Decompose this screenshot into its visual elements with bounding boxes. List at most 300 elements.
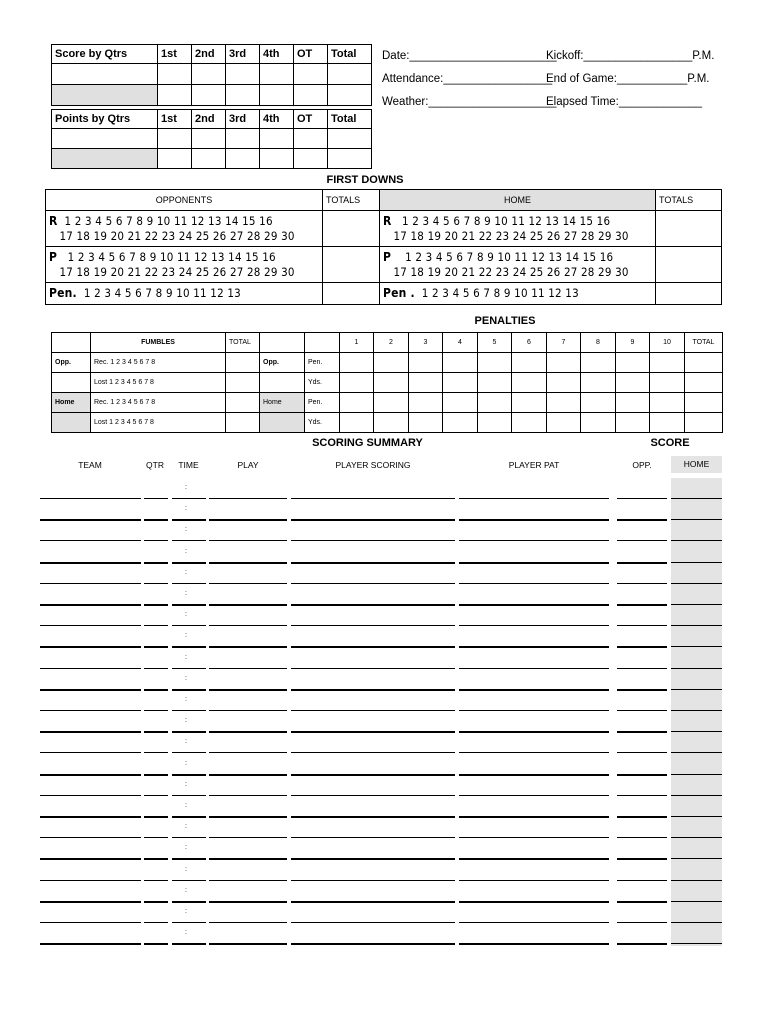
scoring-row-line[interactable] xyxy=(617,943,667,945)
scoring-row-line[interactable] xyxy=(40,922,141,923)
time-colon: : xyxy=(185,569,187,576)
time-colon: : xyxy=(185,675,187,682)
scoring-row-line[interactable] xyxy=(617,689,667,691)
scoring-row-line[interactable] xyxy=(209,604,287,606)
scoring-row-line[interactable] xyxy=(209,795,287,796)
scoring-row-line[interactable] xyxy=(209,880,287,881)
time-colon: : xyxy=(185,908,187,915)
scoring-row-line[interactable] xyxy=(40,498,141,499)
points-by-qtrs-table xyxy=(51,109,372,169)
scoring-row-line[interactable] xyxy=(209,498,287,499)
scoring-row-line[interactable] xyxy=(172,646,206,648)
scoring-row-line[interactable] xyxy=(291,795,455,796)
scoring-row-line[interactable] xyxy=(671,858,722,859)
scoring-row-line[interactable] xyxy=(40,901,141,903)
pen-col-10: 10 xyxy=(650,333,685,353)
scoring-row-line[interactable] xyxy=(459,583,609,584)
scoring-row-line[interactable] xyxy=(291,731,455,733)
scoring-row-line[interactable] xyxy=(144,604,168,606)
scoring-row-line[interactable] xyxy=(172,583,206,584)
time-colon: : xyxy=(185,590,187,597)
time-colon: : xyxy=(185,696,187,703)
col-total: Total xyxy=(328,110,372,129)
scoring-row-line[interactable] xyxy=(172,604,206,606)
time-colon: : xyxy=(185,738,187,745)
scoring-row-line[interactable] xyxy=(459,837,609,838)
numbers-line-1: 1 2 3 4 5 6 7 8 9 10 11 12 13 14 15 16 xyxy=(405,249,614,264)
scoring-row-line[interactable] xyxy=(671,752,722,753)
pen-col-2: 2 xyxy=(374,333,409,353)
elapsed-time-field[interactable]: Elapsed Time:_____________ xyxy=(546,96,703,108)
scoring-row-line[interactable] xyxy=(209,583,287,584)
scoring-row-line[interactable] xyxy=(172,943,206,945)
home-label: Home xyxy=(260,393,305,413)
scoring-row-line[interactable] xyxy=(209,540,287,541)
numbers-line-2: 17 18 19 20 21 22 23 24 25 26 27 28 29 30 xyxy=(393,228,629,243)
scoring-row-line[interactable] xyxy=(459,604,609,606)
scoring-row-line[interactable] xyxy=(40,731,141,733)
scoring-row-line[interactable] xyxy=(172,689,206,691)
scoring-row-line[interactable] xyxy=(617,837,667,838)
scoring-row-line[interactable] xyxy=(172,710,206,711)
time-colon: : xyxy=(185,526,187,533)
scoring-row-line[interactable] xyxy=(291,519,455,521)
col-ot: OT xyxy=(294,45,328,64)
scoring-row-line[interactable] xyxy=(40,646,141,648)
scoring-row-line[interactable] xyxy=(144,858,168,860)
pen-numbers: 1 2 3 4 5 6 7 8 9 10 11 12 13 xyxy=(83,286,241,300)
opp-rushing-total[interactable] xyxy=(323,211,380,247)
scoring-row-line[interactable] xyxy=(209,774,287,776)
fumbles-rec[interactable]: Rec. 1 2 3 4 5 6 7 8 xyxy=(91,393,226,413)
points-by-qtrs-label: Points by Qtrs xyxy=(52,110,158,129)
scoring-row-line[interactable] xyxy=(671,837,722,838)
col-total: Total xyxy=(328,45,372,64)
fumbles-lost[interactable]: Lost 1 2 3 4 5 6 7 8 xyxy=(91,413,226,433)
scoring-row-line[interactable] xyxy=(40,858,141,860)
time-colon: : xyxy=(185,548,187,555)
scoring-row-line[interactable] xyxy=(617,604,667,606)
player-pat-header: PLAYER PAT xyxy=(508,460,560,470)
scoring-row-line[interactable] xyxy=(459,731,609,733)
scoring-row-line[interactable] xyxy=(144,943,168,945)
scoring-row-line[interactable] xyxy=(144,752,168,753)
scoring-row-line[interactable] xyxy=(291,583,455,584)
scoring-row-line[interactable] xyxy=(617,646,667,648)
home-rushing-cell[interactable] xyxy=(380,211,656,247)
fumbles-lost[interactable]: Lost 1 2 3 4 5 6 7 8 xyxy=(91,373,226,393)
opp-rec-pen-row xyxy=(52,353,723,373)
scoring-row-line[interactable] xyxy=(671,901,722,902)
scoring-summary-title: SCORING SUMMARY xyxy=(312,437,423,449)
scoring-row-line[interactable] xyxy=(291,689,455,691)
scoring-row-line[interactable] xyxy=(172,519,206,521)
weather-field[interactable]: Weather:____________________ xyxy=(382,96,557,108)
col-ot: OT xyxy=(294,110,328,129)
scoring-row-line[interactable] xyxy=(144,668,168,669)
scoring-row-line[interactable] xyxy=(40,625,141,626)
col-3rd: 3rd xyxy=(226,110,260,129)
pen-col-5: 5 xyxy=(478,333,512,353)
scoring-row-line[interactable] xyxy=(459,901,609,903)
scoring-row-line[interactable] xyxy=(291,752,455,753)
yds-label: Yds. xyxy=(305,413,340,433)
scoring-row-line[interactable] xyxy=(459,858,609,860)
scoring-row-line[interactable] xyxy=(172,562,206,564)
scoring-row-line[interactable] xyxy=(459,816,609,818)
scoring-row-line[interactable] xyxy=(172,858,206,860)
col-4th: 4th xyxy=(260,110,294,129)
scoring-row-line[interactable] xyxy=(209,668,287,669)
time-colon: : xyxy=(185,802,187,809)
scoring-row-line[interactable] xyxy=(172,880,206,881)
opp-penalty-total[interactable] xyxy=(323,283,380,305)
scoring-row-line[interactable] xyxy=(209,646,287,648)
scoring-row-line[interactable] xyxy=(459,519,609,521)
numbers-line-2: 17 18 19 20 21 22 23 24 25 26 27 28 29 30 xyxy=(59,228,295,243)
pen-col-3: 3 xyxy=(409,333,443,353)
scoring-row-line[interactable] xyxy=(671,668,722,669)
scoring-row-line[interactable] xyxy=(459,752,609,753)
first-downs-table xyxy=(45,189,722,305)
time-colon: : xyxy=(185,632,187,639)
scoring-row-line[interactable] xyxy=(671,816,722,817)
points-row-home xyxy=(52,149,372,169)
scoring-row-line[interactable] xyxy=(671,943,722,944)
pen-col-6: 6 xyxy=(512,333,547,353)
play-header: PLAY xyxy=(237,460,259,470)
pen-col-8: 8 xyxy=(581,333,616,353)
scoring-row-line[interactable] xyxy=(291,625,455,626)
scoring-row-line[interactable] xyxy=(40,562,141,564)
r-label: R xyxy=(49,213,58,228)
scoring-row-line[interactable] xyxy=(617,752,667,753)
scoring-row-line[interactable] xyxy=(617,519,667,521)
col-2nd: 2nd xyxy=(192,110,226,129)
home-rushing-total[interactable] xyxy=(656,211,722,247)
scoring-row-line[interactable] xyxy=(459,540,609,541)
time-colon: : xyxy=(185,717,187,724)
scoring-row-line[interactable] xyxy=(617,540,667,541)
scoring-row-line[interactable] xyxy=(144,774,168,776)
rushing-row xyxy=(46,211,722,247)
passing-row xyxy=(46,247,722,283)
col-1st: 1st xyxy=(158,45,192,64)
scoring-row-line[interactable] xyxy=(291,646,455,648)
scoring-row-line[interactable] xyxy=(40,837,141,838)
scoring-row-line[interactable] xyxy=(172,625,206,626)
scoring-row-line[interactable] xyxy=(671,774,722,775)
scoring-row-line[interactable] xyxy=(40,880,141,881)
scoring-row-line[interactable] xyxy=(144,901,168,903)
scoring-row-line[interactable] xyxy=(144,583,168,584)
scoring-row-line[interactable] xyxy=(291,498,455,499)
scoring-row-line[interactable] xyxy=(459,880,609,881)
scoring-row-line[interactable] xyxy=(144,646,168,648)
scoring-row-line[interactable] xyxy=(617,625,667,626)
scoring-row-line[interactable] xyxy=(40,752,141,753)
scoring-row-line[interactable] xyxy=(671,583,722,584)
scoring-row-line[interactable] xyxy=(671,710,722,711)
scoring-row-line[interactable] xyxy=(40,540,141,541)
scoring-row-line[interactable] xyxy=(209,519,287,521)
numbers-line-2: 17 18 19 20 21 22 23 24 25 26 27 28 29 30 xyxy=(59,264,295,279)
time-colon: : xyxy=(185,484,187,491)
col-3rd: 3rd xyxy=(226,45,260,64)
end-of-game-field[interactable]: End of Game:___________P.M. xyxy=(546,73,710,85)
date-field[interactable]: Date:_______________________ xyxy=(382,50,557,62)
fumbles-rec[interactable]: Rec. 1 2 3 4 5 6 7 8 xyxy=(91,353,226,373)
team-header: TEAM xyxy=(78,460,102,470)
penalty-row xyxy=(46,283,722,305)
scoring-row-line[interactable] xyxy=(40,816,141,818)
scoring-row-line[interactable] xyxy=(617,901,667,903)
scoring-row-line[interactable] xyxy=(172,901,206,903)
scoring-row-line[interactable] xyxy=(291,540,455,541)
scoring-row-line[interactable] xyxy=(209,562,287,564)
home-passing-cell[interactable] xyxy=(380,247,656,283)
scoring-row-line[interactable] xyxy=(617,774,667,776)
fumbles-penalties-table xyxy=(51,332,723,433)
scoring-row-line[interactable] xyxy=(291,922,455,923)
time-colon: : xyxy=(185,654,187,661)
scoring-row-line[interactable] xyxy=(144,689,168,691)
scoring-row-line[interactable] xyxy=(209,858,287,860)
scoring-row-line[interactable] xyxy=(209,816,287,818)
scoring-row-line[interactable] xyxy=(459,710,609,711)
pen-label: Pen. xyxy=(305,393,340,413)
scoring-row-line[interactable] xyxy=(671,731,722,732)
scoring-row-line[interactable] xyxy=(144,731,168,733)
points-row-opp xyxy=(52,129,372,149)
time-colon: : xyxy=(185,781,187,788)
scoring-row-line[interactable] xyxy=(172,837,206,838)
opp-totals-header: TOTALS xyxy=(323,190,380,211)
time-colon: : xyxy=(185,929,187,936)
scoring-row-line[interactable] xyxy=(291,774,455,776)
scoring-row-line[interactable] xyxy=(671,562,722,563)
scoring-row-line[interactable] xyxy=(144,880,168,881)
scoring-row-line[interactable] xyxy=(671,922,722,923)
opp-header: OPP. xyxy=(632,460,652,470)
scoring-row-line[interactable] xyxy=(40,689,141,691)
scoring-row-line[interactable] xyxy=(40,943,141,945)
kickoff-field[interactable]: Kickoff:_________________P.M. xyxy=(546,50,715,62)
scoring-row-line[interactable] xyxy=(459,922,609,923)
home-score-header: HOME xyxy=(671,456,722,473)
fumbles-total-header: TOTAL xyxy=(226,333,260,353)
scoring-row-line[interactable] xyxy=(144,795,168,796)
player-scoring-header: PLAYER SCORING xyxy=(335,460,411,470)
home-header: HOME xyxy=(380,190,656,211)
scoring-row-line[interactable] xyxy=(144,562,168,564)
pen-label: Pen. xyxy=(305,353,340,373)
home-penalty-cell[interactable] xyxy=(380,283,656,305)
scoring-row-line[interactable] xyxy=(459,689,609,691)
scoring-row-line[interactable] xyxy=(671,540,722,541)
scoring-row-line[interactable] xyxy=(172,540,206,541)
scoring-row-line[interactable] xyxy=(172,731,206,733)
scoring-row-line[interactable] xyxy=(617,731,667,733)
score-by-qtrs-table xyxy=(51,44,372,106)
scoring-row-line[interactable] xyxy=(40,519,141,521)
scoring-row-line[interactable] xyxy=(291,816,455,818)
scoring-row-line[interactable] xyxy=(291,710,455,711)
time-colon: : xyxy=(185,866,187,873)
scoring-row-line[interactable] xyxy=(617,710,667,711)
scoring-row-line[interactable] xyxy=(209,731,287,733)
scoring-row-line[interactable] xyxy=(459,498,609,499)
home-rec-pen-row xyxy=(52,393,723,413)
scoring-row-line[interactable] xyxy=(40,774,141,776)
score-by-qtrs-label: Score by Qtrs xyxy=(52,45,158,64)
scoring-row-line[interactable] xyxy=(617,816,667,818)
p-label: P xyxy=(383,249,392,264)
scoring-row-line[interactable] xyxy=(459,646,609,648)
scoring-row-line[interactable] xyxy=(291,837,455,838)
scoring-row-line[interactable] xyxy=(617,562,667,564)
scoring-row-line[interactable] xyxy=(209,837,287,838)
scoring-row-line[interactable] xyxy=(40,583,141,584)
scoring-row-line[interactable] xyxy=(40,710,141,711)
scoring-row-line[interactable] xyxy=(209,752,287,753)
scoring-row-line[interactable] xyxy=(671,498,722,499)
attendance-field[interactable]: Attendance:_________________ xyxy=(382,73,553,85)
opponents-header: OPPONENTS xyxy=(46,190,323,211)
time-colon: : xyxy=(185,760,187,767)
scoring-row-line[interactable] xyxy=(617,583,667,584)
scoring-row-line[interactable] xyxy=(144,540,168,541)
time-colon: : xyxy=(185,505,187,512)
pen-label: Pen. xyxy=(49,286,77,300)
time-colon: : xyxy=(185,887,187,894)
scoring-row-line[interactable] xyxy=(144,519,168,521)
scoring-row-line[interactable] xyxy=(40,668,141,669)
scoring-row-line[interactable] xyxy=(144,922,168,923)
scoring-row-line[interactable] xyxy=(144,498,168,499)
home-totals-header: TOTALS xyxy=(656,190,722,211)
scoring-row-line[interactable] xyxy=(40,604,141,606)
first-downs-title: FIRST DOWNS xyxy=(326,174,404,186)
pen-col-1: 1 xyxy=(340,333,374,353)
scoring-row-line[interactable] xyxy=(459,625,609,626)
score-title: SCORE xyxy=(650,437,690,449)
pen-label: Pen . xyxy=(383,286,415,300)
opp-label: Opp. xyxy=(52,353,91,373)
scoring-row-line[interactable] xyxy=(209,901,287,903)
opp-penalty-cell[interactable] xyxy=(46,283,323,305)
scoring-row-line[interactable] xyxy=(459,562,609,564)
scoring-row-line[interactable] xyxy=(459,774,609,776)
scoring-row-line[interactable] xyxy=(144,816,168,818)
scoring-row-line[interactable] xyxy=(172,774,206,776)
numbers-line-2: 17 18 19 20 21 22 23 24 25 26 27 28 29 30 xyxy=(393,264,629,279)
scoring-row-line[interactable] xyxy=(172,752,206,753)
scoring-row-line[interactable] xyxy=(671,519,722,520)
scoring-row-line[interactable] xyxy=(172,795,206,796)
scoring-row-line[interactable] xyxy=(291,880,455,881)
scoring-row-line[interactable] xyxy=(144,710,168,711)
time-colon: : xyxy=(185,611,187,618)
scoring-row-line[interactable] xyxy=(291,901,455,903)
scoring-row-line[interactable] xyxy=(144,837,168,838)
p-label: P xyxy=(49,249,58,264)
scoring-row-line[interactable] xyxy=(291,668,455,669)
pen-col-total: TOTAL xyxy=(685,333,723,353)
scoring-row-line[interactable] xyxy=(291,562,455,564)
scoring-row-line[interactable] xyxy=(172,668,206,669)
scoring-row-line[interactable] xyxy=(459,668,609,669)
home-passing-total[interactable] xyxy=(656,247,722,283)
col-4th: 4th xyxy=(260,45,294,64)
scoring-row-line[interactable] xyxy=(671,795,722,796)
time-colon: : xyxy=(185,844,187,851)
opp-rushing-cell[interactable] xyxy=(46,211,323,247)
col-2nd: 2nd xyxy=(192,45,226,64)
scoring-row-line[interactable] xyxy=(209,710,287,711)
scoring-row-line[interactable] xyxy=(459,795,609,796)
scoring-row-line[interactable] xyxy=(671,689,722,690)
score-row-home xyxy=(52,85,372,106)
scoring-row-line[interactable] xyxy=(671,625,722,626)
numbers-line-1: 1 2 3 4 5 6 7 8 9 10 11 12 13 14 15 16 xyxy=(67,249,276,264)
home-lost-yds-row xyxy=(52,413,723,433)
scoring-row-line[interactable] xyxy=(40,795,141,796)
scoring-row-line[interactable] xyxy=(459,943,609,945)
numbers-line-1: 1 2 3 4 5 6 7 8 9 10 11 12 13 14 15 16 xyxy=(64,213,273,228)
time-header: TIME xyxy=(178,460,199,470)
scoring-row-line[interactable] xyxy=(209,625,287,626)
scoring-row-line[interactable] xyxy=(209,922,287,923)
r-label: R xyxy=(383,213,392,228)
scoring-row-line[interactable] xyxy=(291,604,455,606)
scoring-row-line[interactable] xyxy=(617,922,667,923)
home-penalty-total[interactable] xyxy=(656,283,722,305)
pen-col-7: 7 xyxy=(547,333,581,353)
opp-passing-cell[interactable] xyxy=(46,247,323,283)
home-score-column[interactable] xyxy=(671,478,722,946)
scoring-row-line[interactable] xyxy=(671,604,722,605)
scoring-row-line[interactable] xyxy=(209,689,287,691)
scoring-row-line[interactable] xyxy=(172,922,206,923)
opp-lost-yds-row xyxy=(52,373,723,393)
scoring-row-line[interactable] xyxy=(671,646,722,647)
scoring-row-line[interactable] xyxy=(144,625,168,626)
qtr-header: QTR xyxy=(146,460,164,470)
scoring-row-line[interactable] xyxy=(209,943,287,945)
yds-label: Yds. xyxy=(305,373,340,393)
penalties-title: PENALTIES xyxy=(474,315,536,327)
scoring-row-line[interactable] xyxy=(617,880,667,881)
col-1st: 1st xyxy=(158,110,192,129)
opp-label: Opp. xyxy=(260,353,305,373)
scoring-row-line[interactable] xyxy=(671,880,722,881)
scoring-row-line[interactable] xyxy=(617,668,667,669)
scoring-row-line[interactable] xyxy=(617,858,667,860)
pen-numbers: 1 2 3 4 5 6 7 8 9 10 11 12 13 xyxy=(421,286,579,300)
score-row-opp xyxy=(52,64,372,85)
scoring-row-line[interactable] xyxy=(617,498,667,499)
scoring-row-line[interactable] xyxy=(291,858,455,860)
scoring-row-line[interactable] xyxy=(617,795,667,796)
scoring-row-line[interactable] xyxy=(172,816,206,818)
home-label: Home xyxy=(52,393,91,413)
fumbles-header: FUMBLES xyxy=(91,333,226,353)
scoring-row-line[interactable] xyxy=(291,943,455,945)
pen-col-9: 9 xyxy=(616,333,650,353)
scoring-row-line[interactable] xyxy=(172,498,206,499)
opp-passing-total[interactable] xyxy=(323,247,380,283)
